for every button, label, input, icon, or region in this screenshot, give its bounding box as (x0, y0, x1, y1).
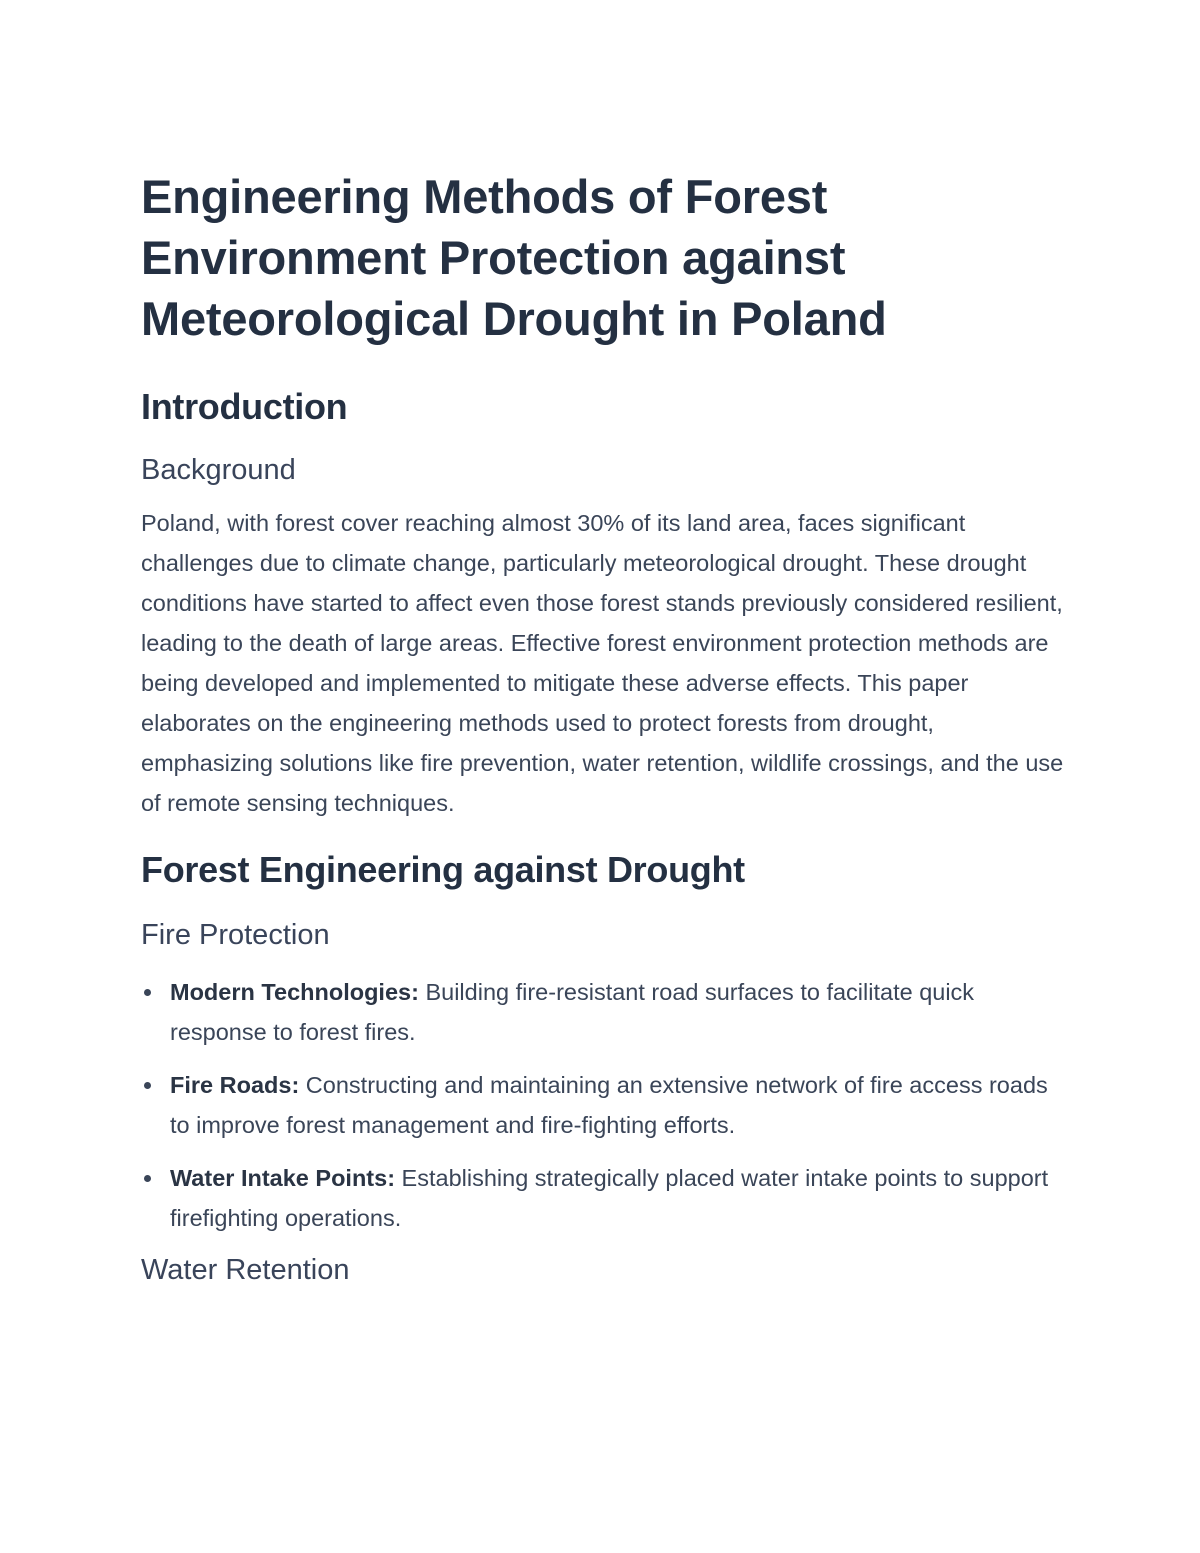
list-item-text: Building fire-resistant road surfaces to facilitate quick response to forest fires. (170, 979, 975, 1045)
background-paragraph: Poland, with forest cover reaching almost 30% of its land area, faces significant challenges due to climate change, particularly meteorological drought. These drought conditions have started to affect even those forest stands previously considered resilient, leading to the death of large areas. Effective forest environment protection methods are being developed and implemented to mitigate these adverse effects. This paper elaborates on the engineering methods used to protect forests from drought, emphasizing solutions like fire prevention, water retention, wildlife crossings, and the use of remote sensing techniques. (141, 510, 1064, 816)
subsection-heading-water-retention: Water Retention (141, 1254, 350, 1286)
list-item (141, 1158, 1071, 1238)
subsection-heading-background: Background (141, 454, 296, 486)
subsection-heading-fire-protection: Fire Protection (141, 919, 330, 951)
list-item (141, 1065, 1071, 1145)
list-item (141, 972, 1071, 1052)
list-item-text: Constructing and maintaining an extensive network of fire access roads to improve forest management and fire-fighting efforts. (170, 1072, 1048, 1138)
list-item-term: Fire Roads: (170, 1072, 300, 1098)
bullet-icon (144, 1082, 151, 1089)
section-heading-introduction: Introduction (141, 386, 348, 427)
document-title: Engineering Methods of Forest Environment Protection against Meteorological Drought in Poland (141, 170, 887, 345)
list-item-text: Establishing strategically placed water intake points to support firefighting operations. (170, 1165, 1049, 1231)
bullet-icon (144, 989, 151, 996)
document-page (141, 166, 1071, 1287)
bullet-icon (144, 1175, 151, 1182)
fire-protection-list (141, 972, 1071, 1238)
list-item-term: Modern Technologies: (170, 979, 419, 1005)
section-heading-forest-engineering: Forest Engineering against Drought (141, 849, 745, 890)
list-item-term: Water Intake Points: (170, 1165, 396, 1191)
